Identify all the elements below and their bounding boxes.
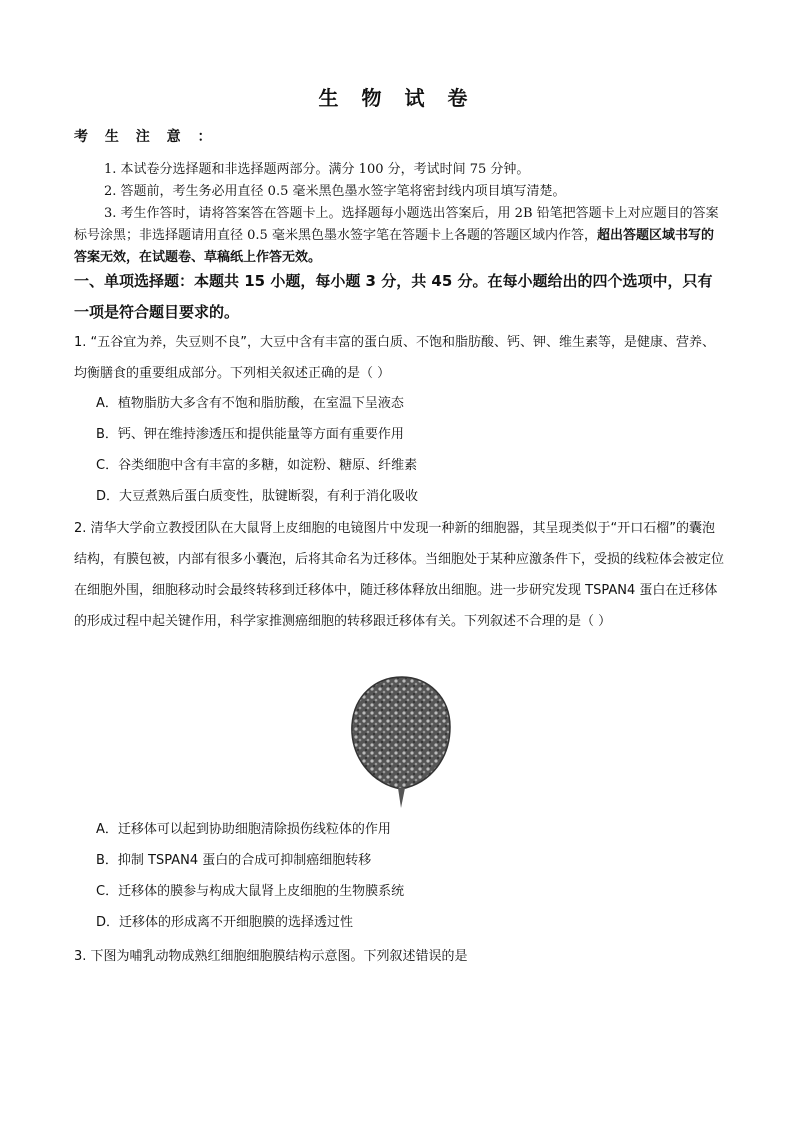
option-a: A．迁移体可以起到协助细胞清除损伤线粒体的作用 xyxy=(96,822,391,837)
notice-item: 1. 本试卷分选择题和非选择题两部分。满分 100 分，考试时间 75 分钟。 xyxy=(104,162,530,177)
option-c: C．谷类细胞中含有丰富的多糖，如淀粉、糖原、纤维素 xyxy=(96,458,418,473)
notice-item xyxy=(74,203,722,269)
option-d: D．大豆煮熟后蛋白质变性，肽键断裂，有利于消化吸收 xyxy=(96,489,419,504)
question-stem: 1. “五谷宜为养，失豆则不良”，大豆中含有丰富的蛋白质、不饱和脂肪酸、钙、钾、维生素等，是健康、营养、均衡膳食的重要组成部分。下列相关叙述正确的是（ ） xyxy=(74,335,716,381)
notice-text: 3. 考生作答时，请将答案答在答题卡上。选择题每小题选出答案后，用 2B 铅笔把答题卡上对应题目的答案标号涂黑；非选择题请用直径 0.5 毫米黑色墨水签字笔在答题卡上各题的答题区域内作答， xyxy=(74,206,719,243)
option-d: D．迁移体的形成离不开细胞膜的选择透过性 xyxy=(96,915,354,930)
question-stem: 2. 清华大学俞立教授团队在大鼠肾上皮细胞的电镜图片中发现一种新的细胞器，其呈现类似于“开口石榴”的囊泡结构，有膜包被，内部有很多小囊泡，后将其命名为迁移体。当细胞处于某种应激条件下，受损的线粒体会被定位在细胞外围，细胞移动时会最终转移到迁移体中，随迁移体释放出细胞。进一步研究发现 TSPAN4 蛋白在迁移体的形成过程中起关键作用，科学家推测癌细胞的转移跟迁移体有关。下列叙述不合理的是（ ） xyxy=(74,521,725,629)
notice-heading: 考 生 注 意 ： xyxy=(74,129,218,145)
question-stem: 3. 下图为哺乳动物成熟红细胞细胞膜结构示意图。下列叙述错误的是 xyxy=(74,949,468,964)
option-b: B．钙、钾在维持渗透压和提供能量等方面有重要作用 xyxy=(96,427,404,442)
page-title: 生 物 试 卷 xyxy=(318,86,476,110)
notice-item: 2. 答题前，考生务必用直径 0.5 毫米黑色墨水签字笔将密封线内项目填写清楚。 xyxy=(104,184,566,199)
migrasome-micrograph xyxy=(346,671,456,811)
option-c: C．迁移体的膜参与构成大鼠肾上皮细胞的生物膜系统 xyxy=(96,884,405,899)
option-a: A．植物脂肪大多含有不饱和脂肪酸，在室温下呈液态 xyxy=(96,396,404,411)
option-b: B．抑制 TSPAN4 蛋白的合成可抑制癌细胞转移 xyxy=(96,853,372,868)
notice-emphasis: 超出答题区域书写的答案无效，在试题卷、草稿纸上作答无效。 xyxy=(74,228,714,265)
section-heading: 一、单项选择题：本题共 15 小题，每小题 3 分，共 45 分。在每小题给出的四个选项中，只有一项是符合题目要求的。 xyxy=(74,272,713,321)
